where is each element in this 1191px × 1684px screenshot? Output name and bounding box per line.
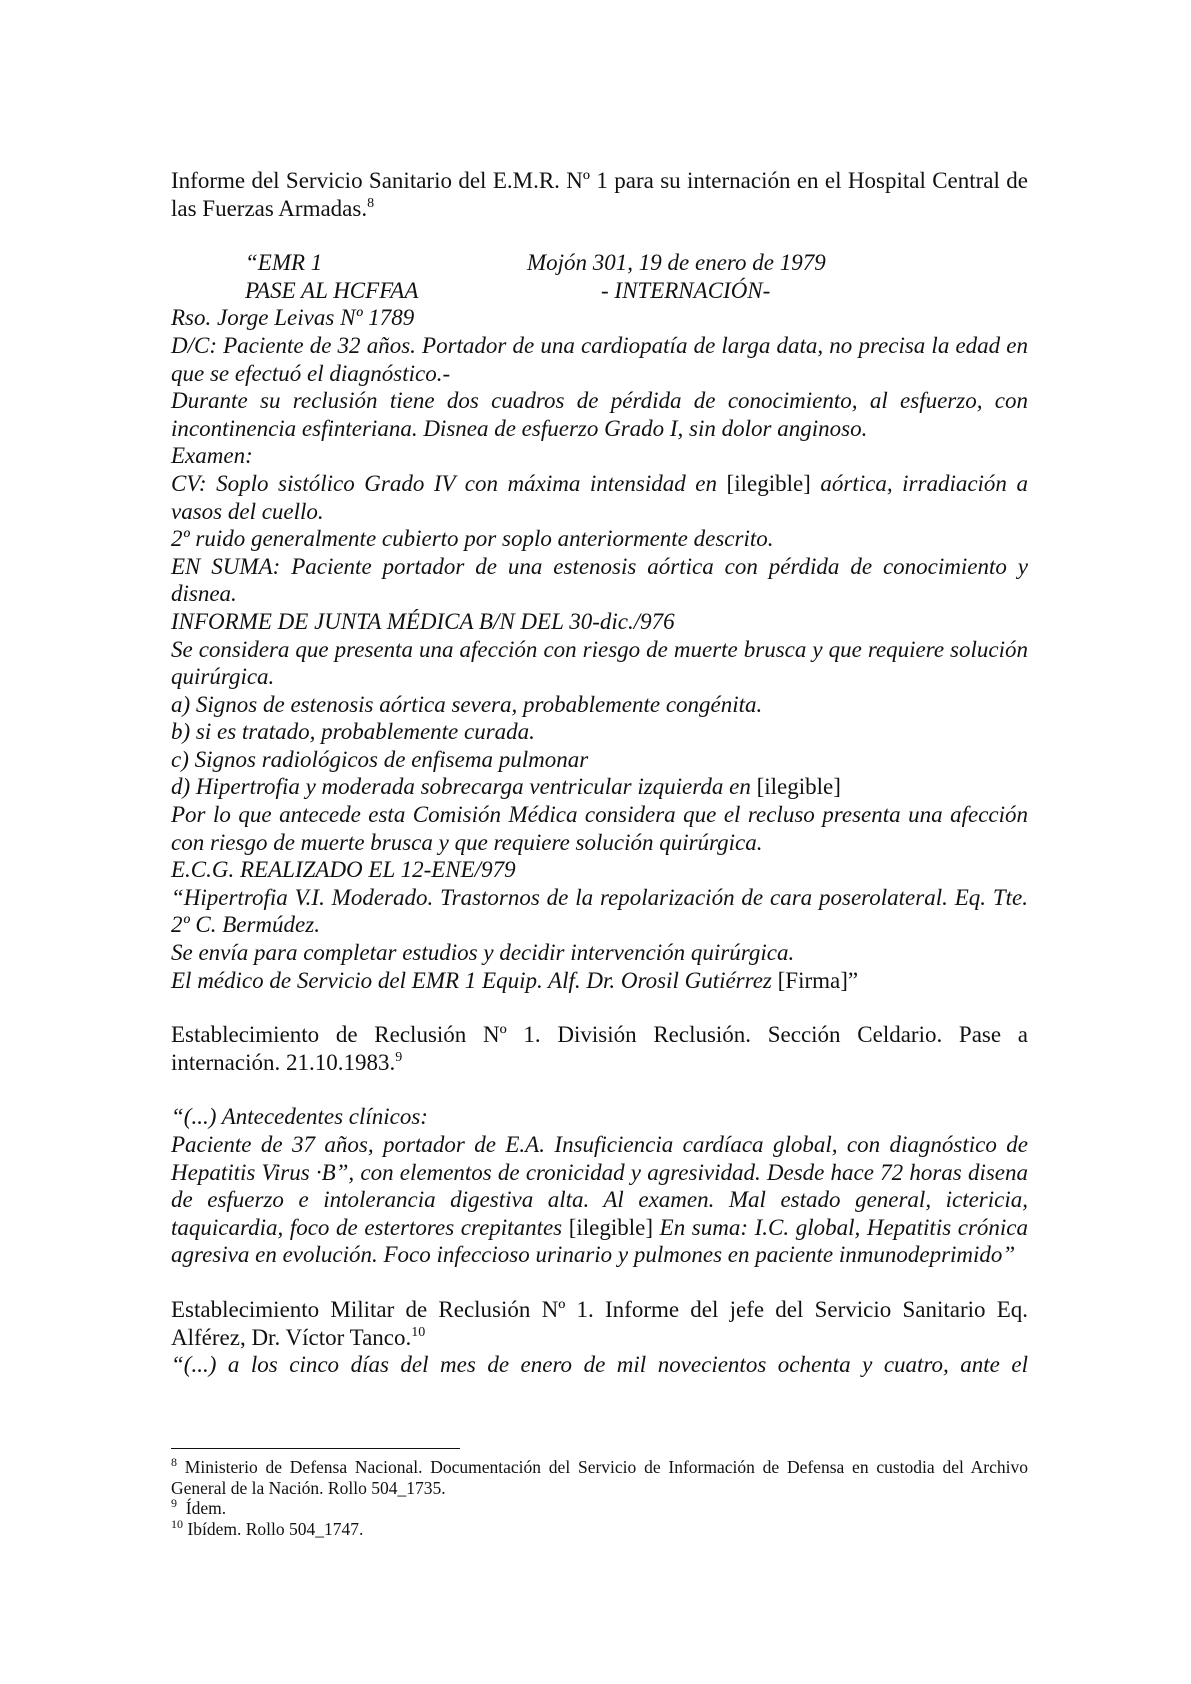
section-heading-tanco-report: Establecimiento Militar de Reclusión Nº 1. Informe del jefe del Servicio Sanitario Eq. Alférez, Dr. Víctor Tanco.$^{10}$: [171, 1296, 1028, 1350]
section-heading-celdario: Establecimiento de Reclusión Nº 1. División Reclusión. Sección Celdario. Pase a internación. 21.10.1983.$^9$: [171, 1022, 1028, 1075]
footnote-ref-8: 8: [367, 195, 375, 211]
en-suma-paragraph: EN SUMA: Paciente portador de una estenosis aórtica con pérdida de conocimiento y disnea.: [171, 553, 1028, 607]
footnote-ref-9: 9: [395, 1049, 403, 1065]
footnote-separator: [171, 1448, 460, 1449]
section-heading-emr-report: Informe del Servicio Sanitario del E.M.R. Nº 1 para su internación en el Hospital Central de las Fuerzas Armadas.$^8$: [171, 168, 1028, 221]
ruido-line: 2º ruido generalmente cubierto por soplo anteriormente descrito.: [171, 526, 774, 552]
dc-paragraph: D/C: Paciente de 32 años. Portador de una cardiopatía de larga data, no precisa la edad en que se efectuó el diagnóstico.-: [171, 332, 1028, 386]
quoted-report-1979: [171, 304, 1028, 994]
illegible-mark: [ilegible]: [756, 774, 841, 800]
reclusion-paragraph: Durante su reclusión tiene dos cuadros de pérdida de conocimiento, al esfuerzo, con incontinencia esfinteriana. Disnea de esfuerzo Grado I, sin dolor anginoso.: [171, 388, 1028, 441]
recluso-line: Rso. Jorge Leivas Nº 1789: [171, 305, 415, 331]
footnote-10: $^{10}$ Ibídem. Rollo 504_1747.: [171, 1516, 364, 1539]
antecede-paragraph: Por lo que antecede esta Comisión Médica considera que el recluso presenta una afección con riesgo de muerte brusca y que requiere solución quirúrgica.: [171, 802, 1028, 855]
document-body: [171, 167, 1028, 1379]
envia-line: Se envía para completar estudios y decidir intervención quirúrgica.: [171, 940, 795, 966]
finding-b: b) si es tratado, probablemente curada.: [171, 719, 535, 745]
antecedentes-paragraph: Paciente de 37 años, portador de E.A. Insuficiencia cardíaca global, con diagnóstico de Hepatitis Virus ·B”, con elementos de cronicidad y agresividad. Desde hace 72 horas disena de esfuerzo e intolerancia digestiva alta. Al examen. Mal estado general, ictericia, taquicardia, foco de estertores crepitantes [ilegible] En suma: I.C. global, Hepatitis crónica agresiva en evolución. Foco infeccioso urinario y pulmones en paciente inmunodeprimido”: [171, 1132, 1029, 1268]
footnote-9: $^9$ Ídem.: [171, 1496, 227, 1518]
footnotes: [171, 1457, 1028, 1539]
cv-paragraph: CV: Soplo sistólico Grado IV con máxima intensidad en [ilegible] aórtica, irradiación a vasos del cuello.: [171, 470, 1028, 524]
illegible-mark: [ilegible]: [726, 470, 811, 496]
quoted-report-1983: [171, 1103, 1028, 1269]
signature-mark: [Firma]”: [777, 967, 859, 993]
quoted-report-1984-start: “(...) a los cinco días del mes de enero de mil novecientos ochenta y cuatro, ante el: [171, 1352, 1028, 1378]
junta-medica-heading: INFORME DE JUNTA MÉDICA B/N DEL 30-dic./976: [171, 608, 675, 634]
finding-d: d) Hipertrofia y moderada sobrecarga ventricular izquierda en [ilegible]: [171, 774, 841, 800]
footnote-ref-10: 10: [411, 1324, 426, 1340]
hipertrofia-paragraph: “Hipertrofia V.I. Moderado. Trastornos de la repolarización de cara poserolateral. Eq. Tte. 2º C. Bermúdez.: [171, 884, 1028, 938]
letter-header-row-1: [171, 249, 1028, 277]
finding-c: c) Signos radiológicos de enfisema pulmonar: [171, 746, 589, 772]
considera-paragraph: Se considera que presenta una afección con riesgo de muerte brusca y que requiere solución quirúrgica.: [171, 636, 1028, 690]
finding-a: a) Signos de estenosis aórtica severa, probablemente congénita.: [171, 691, 763, 717]
header-place-date: Mojón 301, 19 de enero de 1979: [527, 250, 826, 276]
illegible-mark: [ilegible]: [568, 1214, 654, 1240]
ecg-heading: E.C.G. REALIZADO EL 12-ENE/979: [171, 857, 516, 883]
header-internacion: - INTERNACIÓN-: [601, 277, 771, 303]
antecedentes-heading: “(...) Antecedentes clínicos:: [171, 1104, 428, 1130]
examen-line: Examen:: [171, 443, 253, 469]
header-sender: “EMR 1: [245, 250, 323, 276]
medico-signature-line: El médico de Servicio del EMR 1 Equip. Alf. Dr. Orosil Gutiérrez [Firma]”: [171, 967, 859, 993]
letter-header-row-2: [171, 277, 1028, 305]
header-pass: PASE AL HCFFAA: [245, 277, 419, 303]
footnote-8: $^8$ Ministerio de Defensa Nacional. Documentación del Servicio de Información de Defensa en custodia del Archivo General de la Nación. Rollo 504_1735.: [171, 1455, 1029, 1498]
